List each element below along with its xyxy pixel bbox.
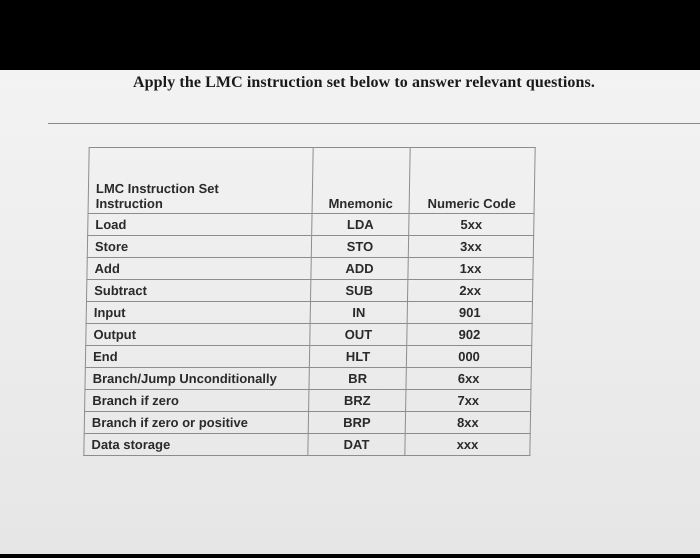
- header-instruction-cell: [88, 148, 313, 214]
- mnemonic-cell: BR: [309, 368, 406, 390]
- table-row: [86, 302, 532, 324]
- code-cell: 3xx: [408, 236, 533, 258]
- code-cell: 6xx: [406, 368, 531, 390]
- code-cell: 000: [406, 346, 531, 368]
- code-cell: 8xx: [405, 412, 530, 434]
- table-row: [86, 324, 532, 346]
- mnemonic-cell: LDA: [312, 214, 409, 236]
- table-row: [87, 236, 533, 258]
- horizontal-rule: [48, 123, 700, 124]
- mnemonic-cell: STO: [311, 236, 408, 258]
- code-cell: 2xx: [408, 280, 533, 302]
- table-row: [88, 214, 534, 236]
- code-cell: 901: [407, 302, 532, 324]
- instruction-set-title: LMC Instruction Set: [95, 181, 219, 196]
- page-heading: Apply the LMC instruction set below to answer relevant questions.: [133, 74, 595, 91]
- instruction-cell: Input: [86, 302, 310, 324]
- table-row: [84, 412, 530, 434]
- mnemonic-cell: DAT: [308, 434, 405, 456]
- instruction-cell: Branch if zero or positive: [84, 412, 308, 434]
- table-row: [87, 280, 533, 302]
- code-cell: xxx: [405, 434, 530, 456]
- instruction-cell: Add: [87, 258, 311, 280]
- mnemonic-cell: ADD: [311, 258, 408, 280]
- header-mnemonic: Mnemonic: [312, 148, 410, 214]
- instruction-cell: Subtract: [87, 280, 311, 302]
- header-numeric-code: Numeric Code: [409, 148, 535, 214]
- instruction-cell: Branch if zero: [85, 390, 309, 412]
- lmc-instruction-table: [83, 147, 535, 456]
- instruction-cell: End: [85, 346, 309, 368]
- code-cell: 7xx: [406, 390, 531, 412]
- document-page: [0, 70, 700, 554]
- mnemonic-cell: SUB: [311, 280, 408, 302]
- header-instruction: Instruction: [95, 196, 164, 211]
- table-row: [85, 346, 531, 368]
- instruction-cell: Branch/Jump Unconditionally: [85, 368, 309, 390]
- mnemonic-cell: BRP: [308, 412, 405, 434]
- code-cell: 902: [407, 324, 532, 346]
- table-row: [85, 368, 531, 390]
- table-row: [85, 390, 531, 412]
- table-row: [84, 434, 530, 456]
- bottom-border: [0, 554, 700, 558]
- code-cell: 5xx: [409, 214, 534, 236]
- table-header-row: [88, 148, 535, 214]
- instruction-cell: Output: [86, 324, 310, 346]
- instruction-cell: Store: [87, 236, 311, 258]
- mnemonic-cell: HLT: [309, 346, 406, 368]
- mnemonic-cell: OUT: [310, 324, 407, 346]
- table-row: [87, 258, 533, 280]
- instruction-cell: Data storage: [84, 434, 308, 456]
- code-cell: 1xx: [408, 258, 533, 280]
- mnemonic-cell: IN: [310, 302, 407, 324]
- mnemonic-cell: BRZ: [309, 390, 406, 412]
- instruction-cell: Load: [88, 214, 312, 236]
